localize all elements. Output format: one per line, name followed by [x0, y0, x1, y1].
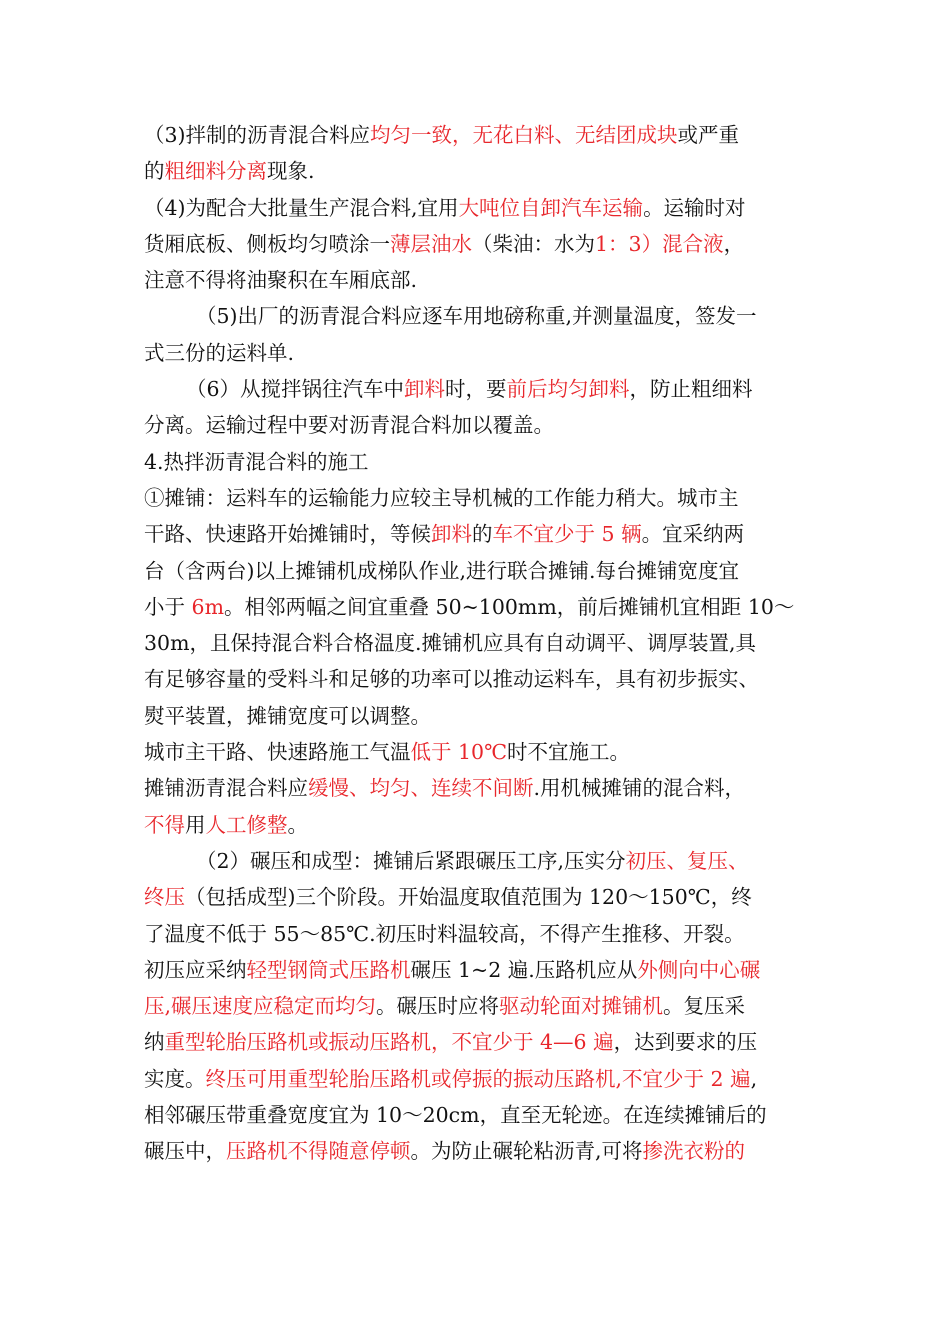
highlighted-text: 卸料: [404, 377, 446, 402]
highlighted-text: 6m: [191, 594, 225, 619]
text-run: ，达到要求的压: [613, 1030, 758, 1055]
text-run: ，: [723, 231, 745, 256]
highlighted-text: 1：3）混合液: [595, 231, 724, 256]
highlighted-text: 压路机不得随意停顿: [226, 1139, 411, 1164]
text-line: [144, 770, 816, 806]
text-run: 用: [185, 812, 206, 837]
text-run: 分离。运输过程中要对沥青混合料加以覆盖。: [144, 413, 554, 438]
text-line: [144, 734, 816, 770]
text-line: [144, 298, 816, 334]
text-run: 或严重: [677, 123, 740, 147]
text-line: [144, 444, 816, 480]
text-run: 时，要: [445, 377, 507, 402]
text-run: 的: [144, 159, 165, 184]
highlighted-text: 重型轮胎压路机或振动压路机，不宜少于 4—6 遍: [164, 1030, 614, 1055]
text-line: [144, 698, 816, 734]
text-line: [144, 1133, 816, 1169]
highlighted-text: 压,碾压速度应稳定而均匀: [144, 994, 377, 1019]
highlighted-text: 外侧向中心碾: [637, 957, 761, 982]
highlighted-text: 大吨位自卸汽车运输: [458, 195, 644, 220]
text-run: （6）从搅拌锅往汽车中: [186, 377, 405, 402]
text-line: [144, 1097, 816, 1133]
highlighted-text: 人工修整: [205, 812, 288, 837]
text-line: [144, 190, 816, 226]
text-run: 相邻碾压带重叠宽度宜为 10～20cm，直至无轮迹。在连续摊铺后的: [144, 1103, 767, 1128]
highlighted-text: 薄层油水: [390, 231, 472, 256]
text-run: 摊铺沥青混合料应: [144, 776, 308, 801]
highlighted-text: 掺洗衣粉的: [642, 1139, 746, 1164]
text-line: [144, 843, 816, 879]
text-line: [144, 516, 816, 552]
text-run: 。运输时对: [643, 195, 746, 220]
text-run: 现象.: [267, 159, 315, 184]
text-run: 式三份的运料单.: [144, 340, 295, 365]
text-line: [144, 807, 816, 843]
text-run: 30m，且保持混合料合格温度.摊铺机应具有自动调平、调厚装置,具: [144, 631, 757, 656]
text-line: [144, 371, 816, 407]
text-line: [144, 335, 816, 371]
text-run: 碾压中，: [144, 1139, 226, 1164]
highlighted-text: 均匀一致，无花白料、无结团成块: [370, 123, 678, 147]
highlighted-text: 初压、复压、: [625, 848, 749, 873]
text-run: 的: [472, 522, 493, 547]
text-run: 纳: [144, 1030, 165, 1055]
highlighted-text: 终压: [144, 885, 185, 910]
text-run: （包括成型)三个阶段。开始温度取值范围为 120～150℃，终: [185, 885, 752, 910]
text-line: [144, 262, 816, 298]
text-run: 4.热拌沥青混合料的施工: [144, 449, 369, 474]
text-line: [144, 988, 816, 1024]
text-run: 干路、快速路开始摊铺时，等候: [144, 522, 431, 547]
text-run: 碾压 1~2 遍.压路机应从: [410, 957, 638, 982]
text-run: ①摊铺：运料车的运输能力应较主导机械的工作能力稍大。城市主: [144, 485, 739, 510]
text-line: [144, 226, 816, 262]
highlighted-text: 不得: [144, 812, 185, 837]
text-line: [144, 916, 816, 952]
highlighted-text: 缓慢、均匀、连续不间断: [308, 776, 534, 801]
text-run: （2）碾压和成型：摊铺后紧跟碾压工序,压实分: [196, 848, 626, 873]
text-line: [144, 117, 816, 153]
text-run: 有足够容量的受料斗和足够的功率可以推动运料车，具有初步振实、: [144, 667, 759, 692]
text-run: .用机械摊铺的混合料，: [533, 776, 746, 801]
text-run: 。宜采纳两: [641, 522, 745, 547]
text-run: 。: [287, 812, 308, 837]
text-run: （5)出厂的沥青混合料应逐车用地磅称重,并测量温度，签发一: [196, 304, 757, 329]
highlighted-text: 终压可用重型轮胎压路机或停振的振动压路机,不宜少于 2 遍: [205, 1066, 751, 1091]
highlighted-text: 粗细料分离: [164, 159, 267, 184]
text-run: 小于: [144, 594, 192, 619]
text-run: 。相邻两幅之间宜重叠 50~100mm，前后摊铺机宜相距 10～: [224, 594, 795, 619]
text-run: 实度。: [144, 1066, 206, 1091]
text-line: [144, 661, 816, 697]
highlighted-text: 低于 10℃: [410, 740, 508, 765]
text-run: 。碾压时应将: [376, 994, 500, 1019]
text-run: 。为防止碾轮粘沥青,可将: [410, 1139, 643, 1164]
text-run: 初压应采纳: [144, 957, 247, 982]
highlighted-text: 卸料: [431, 522, 472, 547]
text-run: 台（含两台)以上摊铺机成梯队作业,进行联合摊铺.每台摊铺宽度宜: [144, 558, 740, 583]
text-run: 了温度不低于 55～85℃.初压时料温较高，不得产生推移、开裂。: [144, 921, 745, 946]
text-run: 。复压采: [663, 994, 746, 1019]
text-line: [144, 952, 816, 988]
highlighted-text: 驱动轮面对摊铺机: [499, 994, 664, 1019]
text-run: 熨平装置，摊铺宽度可以调整。: [144, 703, 431, 728]
text-line: [144, 480, 816, 516]
text-run: 城市主干路、快速路施工气温: [144, 740, 411, 765]
text-line: [144, 553, 816, 589]
text-run: ,: [750, 1066, 758, 1091]
text-line: [144, 407, 816, 443]
text-run: （3)拌制的沥青混合料应: [144, 123, 371, 147]
text-line: [144, 589, 816, 625]
highlighted-text: 前后均匀卸料: [506, 377, 630, 402]
highlighted-text: 轻型钢筒式压路机: [246, 957, 411, 982]
text-run: 货厢底板、侧板均匀喷涂一: [144, 231, 390, 256]
text-run: 注意不得将油聚积在车厢底部.: [144, 268, 418, 293]
text-line: [144, 1061, 816, 1097]
text-line: [144, 879, 816, 915]
text-line: [144, 1024, 816, 1060]
text-run: （4)为配合大批量生产混合料,宜用: [144, 195, 459, 220]
text-run: ，防止粗细料: [629, 377, 753, 402]
text-line: [144, 153, 816, 189]
text-run: 时不宜施工。: [507, 740, 631, 765]
highlighted-text: 车不宜少于 5 辆: [492, 522, 642, 547]
text-line: [144, 625, 816, 661]
text-run: （柴油：水为: [472, 231, 595, 256]
document-body: [144, 117, 816, 1170]
